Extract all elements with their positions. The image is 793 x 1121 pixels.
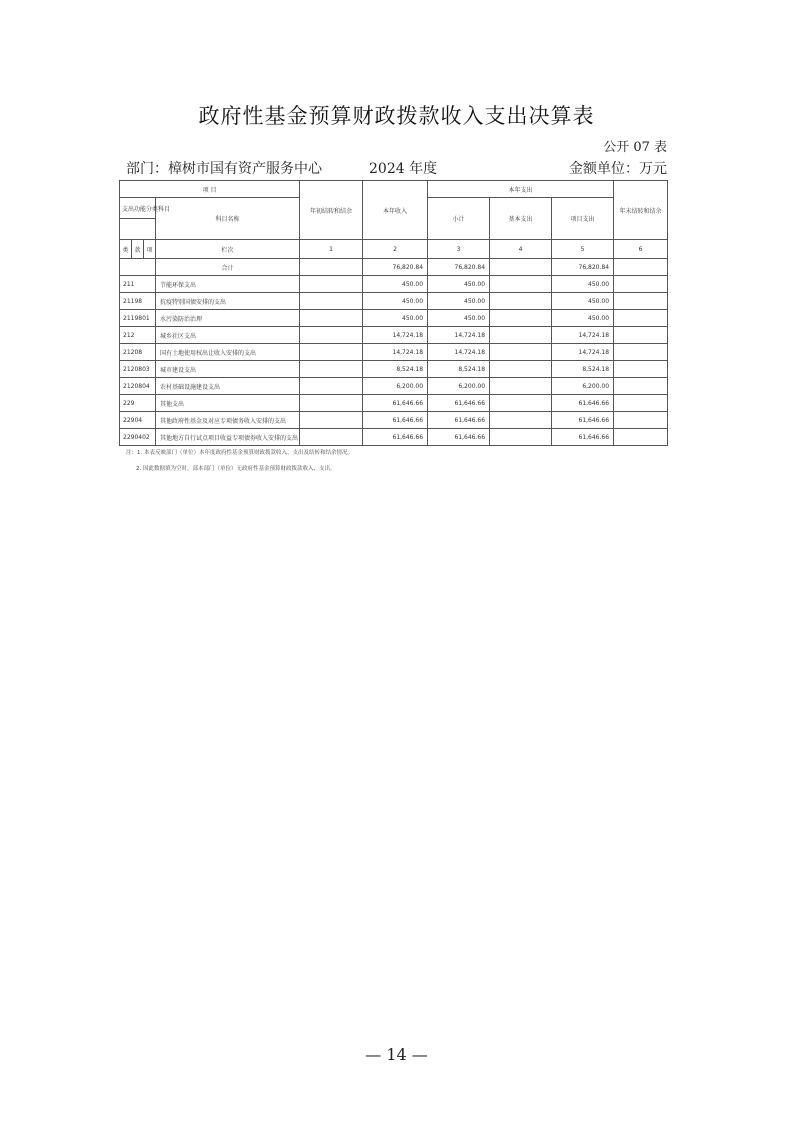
total-income: 76,820.84 (363, 259, 428, 276)
budget-table (119, 180, 668, 446)
form-number: 公开 07 表 (603, 140, 667, 155)
total-row (120, 259, 668, 276)
header-project-exp: 项目支出 (552, 198, 614, 240)
row-code: 21208 (120, 344, 156, 361)
row-income: 61,646.66 (363, 429, 428, 446)
row-name: 其他政府性基金及对应专项债务收入安排的支出 (156, 412, 300, 429)
row-income: 450.00 (363, 276, 428, 293)
header-project: 项 目 (120, 181, 300, 198)
row-income: 14,724.18 (363, 344, 428, 361)
table-row (120, 395, 668, 412)
header-col-2: 2 (363, 240, 428, 259)
total-label: 合计 (156, 259, 300, 276)
header-income: 本年收入 (363, 181, 428, 240)
row-income: 450.00 (363, 293, 428, 310)
row-subtotal: 14,724.18 (428, 344, 490, 361)
row-name: 国有土地使用权出让收入安排的支出 (156, 344, 300, 361)
row-project: 61,646.66 (552, 429, 614, 446)
row-project: 14,724.18 (552, 327, 614, 344)
row-income: 450.00 (363, 310, 428, 327)
row-income: 14,724.18 (363, 327, 428, 344)
header-col-1: 1 (300, 240, 363, 259)
header-kuan: 款 (132, 240, 144, 259)
row-subtotal: 8,524.18 (428, 361, 490, 378)
header-xiang: 项 (144, 240, 156, 259)
row-code: 229 (120, 395, 156, 412)
row-project: 8,524.18 (552, 361, 614, 378)
amount-unit: 金额单位：万元 (569, 161, 667, 177)
total-project: 76,820.84 (552, 259, 614, 276)
page-number: — 14 — (365, 1045, 428, 1064)
row-project: 450.00 (552, 293, 614, 310)
table-row (120, 276, 668, 293)
row-project: 61,646.66 (552, 395, 614, 412)
header-lanci: 栏次 (156, 240, 300, 259)
table-row (120, 412, 668, 429)
row-income: 6,200.00 (363, 378, 428, 395)
header-expense: 本年支出 (428, 181, 614, 198)
row-income: 8,524.18 (363, 361, 428, 378)
table-row (120, 361, 668, 378)
row-name: 抗疫特别国债安排的支出 (156, 293, 300, 310)
row-code: 2120804 (120, 378, 156, 395)
header-row-1 (120, 181, 668, 198)
row-subtotal: 61,646.66 (428, 395, 490, 412)
row-code: 211 (120, 276, 156, 293)
row-subtotal: 450.00 (428, 310, 490, 327)
row-code: 2120803 (120, 361, 156, 378)
row-project: 14,724.18 (552, 344, 614, 361)
row-code: 2119801 (120, 310, 156, 327)
table-notes (126, 448, 666, 480)
row-income: 61,646.66 (363, 412, 428, 429)
row-name: 节能环保支出 (156, 276, 300, 293)
row-subtotal: 61,646.66 (428, 412, 490, 429)
header-lei: 类 (120, 240, 132, 259)
row-name: 其他地方自行试点项目收益专项债券收入安排的支出 (156, 429, 300, 446)
note-1: 注：1. 本表反映部门（单位）本年度政府性基金预算财政拨款收入、支出及结转和结余情况。 (126, 450, 353, 456)
header-subject-name: 科目名称 (156, 198, 300, 240)
header-col-6: 6 (614, 240, 668, 259)
header-basic: 基本支出 (490, 198, 552, 240)
row-name: 农村基础设施建设支出 (156, 378, 300, 395)
header-col-3: 3 (428, 240, 490, 259)
row-income: 61,646.66 (363, 395, 428, 412)
row-subtotal: 450.00 (428, 293, 490, 310)
report-title: 政府性基金预算财政拨款收入支出决算表 (198, 104, 595, 128)
note-2: 2. 因此数据填为空时，部本部门（单位）无政府性基金预算财政拨款收入、支出。 (136, 466, 336, 472)
table-row (120, 327, 668, 344)
table-row (120, 429, 668, 446)
row-name: 城乡社区支出 (156, 327, 300, 344)
row-name: 水污染防治治理 (156, 310, 300, 327)
row-project: 6,200.00 (552, 378, 614, 395)
row-code: 21198 (120, 293, 156, 310)
row-subtotal: 450.00 (428, 276, 490, 293)
row-project: 450.00 (552, 276, 614, 293)
header-carry-end: 年末结转和结余 (614, 181, 668, 240)
department-label: 部门：樟树市国有资产服务中心 (126, 161, 322, 177)
row-code: 212 (120, 327, 156, 344)
header-col-5: 5 (552, 240, 614, 259)
row-name: 城市建设支出 (156, 361, 300, 378)
header-code: 支出功能分类科目 (120, 198, 156, 219)
table-row (120, 293, 668, 310)
header-col-4: 4 (490, 240, 552, 259)
row-subtotal: 61,646.66 (428, 429, 490, 446)
fiscal-year: 2024 年度 (369, 161, 438, 177)
row-subtotal: 6,200.00 (428, 378, 490, 395)
row-project: 450.00 (552, 310, 614, 327)
header-subtotal: 小计 (428, 198, 490, 240)
table-row (120, 344, 668, 361)
total-subtotal: 76,820.84 (428, 259, 490, 276)
table-row (120, 378, 668, 395)
header-row-lanci (120, 240, 668, 259)
row-code: 2290402 (120, 429, 156, 446)
table-row (120, 310, 668, 327)
row-subtotal: 14,724.18 (428, 327, 490, 344)
row-name: 其他支出 (156, 395, 300, 412)
row-code: 22904 (120, 412, 156, 429)
header-carry-begin: 年初结转和结余 (300, 181, 363, 240)
row-project: 61,646.66 (552, 412, 614, 429)
